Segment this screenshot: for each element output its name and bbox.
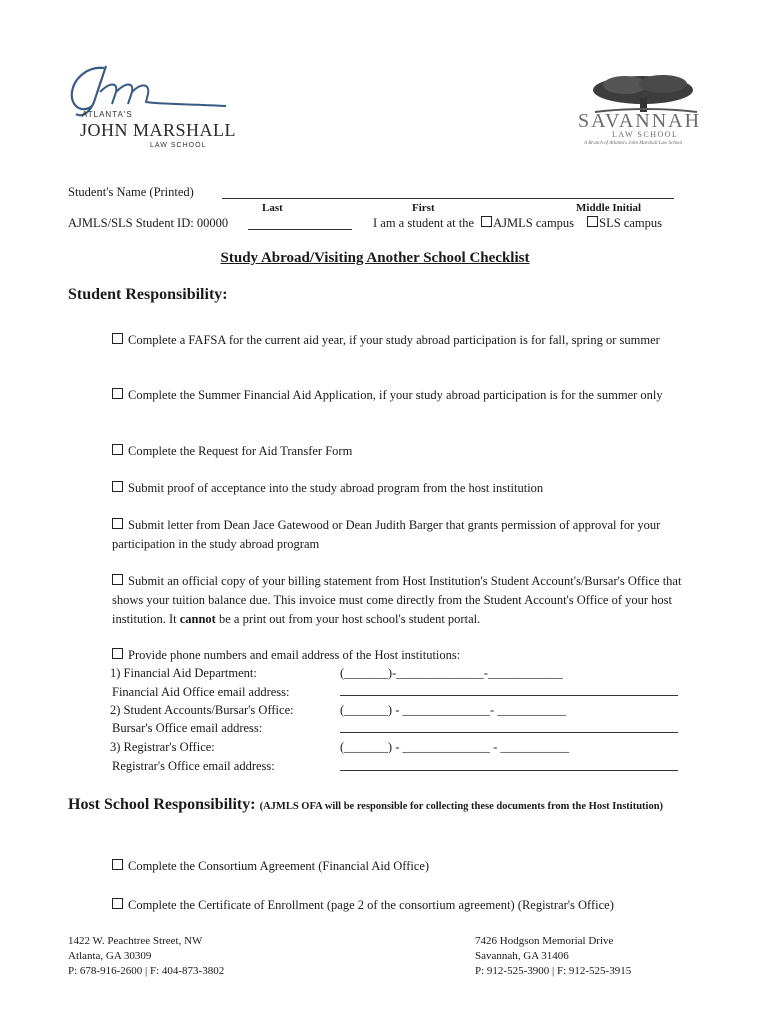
checkbox[interactable] bbox=[112, 898, 123, 909]
checkbox[interactable] bbox=[112, 333, 123, 344]
fa-email-field[interactable] bbox=[340, 695, 678, 696]
student-id-label: AJMLS/SLS Student ID: 00000 bbox=[68, 216, 229, 230]
checklist-item-fafsa[interactable] bbox=[112, 331, 687, 350]
host-section-heading: Host School Responsibility: bbox=[68, 796, 256, 813]
footer-line: Atlanta, GA 30309 bbox=[68, 950, 152, 962]
checklist-item-text: be a print out from your host school's student portal. bbox=[215, 612, 481, 626]
first-name-label: First bbox=[412, 202, 435, 214]
checkbox[interactable] bbox=[112, 574, 123, 585]
contact-label-registrar-email: Registrar's Office email address: bbox=[112, 759, 275, 773]
contact-label-bursar-email: Bursar's Office email address: bbox=[112, 721, 263, 735]
ajmls-logo-text-1: ATLANTA'S bbox=[82, 110, 133, 119]
checklist-item-contacts[interactable] bbox=[112, 646, 687, 665]
contact-label-fa-dept: 1) Financial Aid Department: bbox=[110, 666, 257, 680]
checklist-item-billing-statement[interactable] bbox=[112, 572, 687, 629]
ajmls-logo-text-3: LAW SCHOOL bbox=[150, 142, 207, 149]
contact-label-fa-email: Financial Aid Office email address: bbox=[112, 685, 290, 699]
checklist-item-emphasis: cannot bbox=[179, 612, 216, 626]
checklist-item-aid-transfer[interactable] bbox=[112, 442, 687, 461]
ajmls-campus-checkbox[interactable] bbox=[481, 216, 492, 227]
footer-line: P: 678-916-2600 | F: 404-873-3802 bbox=[68, 965, 225, 977]
checkbox[interactable] bbox=[112, 518, 123, 529]
checklist-item-text: Complete the Summer Financial Aid Application, if your study abroad participation is for the summer only bbox=[128, 388, 663, 402]
checklist-item-text: Submit letter from Dean Jace Gatewood or Dean Judith Barger that grants permission of approval for your participation in the study abroad program bbox=[112, 518, 661, 551]
footer-line: 1422 W. Peachtree Street, NW bbox=[68, 935, 203, 947]
sls-logo-text-3: A Branch of Atlanta's John Marshall Law School bbox=[584, 141, 683, 146]
checklist-item-text: Provide phone numbers and email address of the Host institutions: bbox=[128, 648, 461, 662]
checklist-item-text: Complete a FAFSA for the current aid year, if your study abroad participation is for fall, spring or summer bbox=[128, 333, 660, 347]
footer-address-atlanta bbox=[68, 934, 224, 979]
checklist-item-text: Complete the Request for Aid Transfer Form bbox=[128, 444, 353, 458]
checklist-item-consortium[interactable] bbox=[112, 857, 687, 876]
checklist-item-text: Complete the Consortium Agreement (Financial Aid Office) bbox=[128, 859, 430, 873]
contact-value-bursar-phone[interactable]: (_______) - ______________- ___________ bbox=[340, 703, 567, 717]
checklist-item-dean-letter[interactable] bbox=[112, 516, 687, 554]
page-title: Study Abroad/Visiting Another School Checklist bbox=[220, 250, 530, 266]
sls-logo-text-2: LAW SCHOOL bbox=[612, 130, 679, 139]
sls-campus-label: SLS campus bbox=[599, 216, 663, 230]
last-name-label: Last bbox=[262, 202, 283, 214]
checklist-item-text: Complete the Certificate of Enrollment (page 2 of the consortium agreement) (Registrar's Office) bbox=[128, 898, 614, 912]
checklist-item-proof-acceptance[interactable] bbox=[112, 479, 687, 498]
student-name-field[interactable] bbox=[222, 198, 674, 199]
checklist-item-text: Submit proof of acceptance into the study abroad program from the host institution bbox=[128, 481, 544, 495]
student-name-label: Student's Name (Printed) bbox=[68, 185, 194, 199]
checkbox[interactable] bbox=[112, 481, 123, 492]
bursar-email-field[interactable] bbox=[340, 732, 678, 733]
contact-label-registrar: 3) Registrar's Office: bbox=[110, 740, 215, 754]
footer-address-savannah bbox=[475, 934, 631, 979]
host-section bbox=[68, 794, 688, 818]
student-section-heading: Student Responsibility: bbox=[68, 286, 228, 303]
sls-campus-checkbox[interactable] bbox=[587, 216, 598, 227]
checkbox[interactable] bbox=[112, 648, 123, 659]
campus-label-text: I am a student at the bbox=[373, 216, 475, 230]
contact-value-fa-phone[interactable]: (_______)-______________-____________ bbox=[340, 666, 563, 680]
ajmls-logo-text-2: JOHN MARSHALL bbox=[80, 120, 237, 140]
checklist-item-text: Submit an official copy of your billing statement from Host Institution's Student Account's/Bursar's Office that shows your tuition balance due. This invoice must come directly from the Student Account's Office of your host institution. It bbox=[112, 574, 682, 626]
footer-line: 7426 Hodgson Memorial Drive bbox=[475, 935, 614, 947]
checklist-item-enrollment-cert[interactable] bbox=[112, 896, 692, 915]
checkbox[interactable] bbox=[112, 388, 123, 399]
footer-line: P: 912-525-3900 | F: 912-525-3915 bbox=[475, 965, 632, 977]
footer-line: Savannah, GA 31406 bbox=[475, 950, 569, 962]
student-id-field[interactable] bbox=[248, 229, 352, 230]
contact-label-bursar: 2) Student Accounts/Bursar's Office: bbox=[110, 703, 294, 717]
registrar-email-field[interactable] bbox=[340, 770, 678, 771]
sls-logo-text-1: SAVANNAH bbox=[578, 110, 702, 132]
host-section-note: (AJMLS OFA will be responsible for collecting these documents from the Host Institution) bbox=[259, 801, 664, 812]
checklist-item-summer-aid[interactable] bbox=[112, 386, 687, 405]
contact-value-registrar-phone[interactable]: (_______) - ______________ - ___________ bbox=[340, 740, 570, 754]
checkbox[interactable] bbox=[112, 859, 123, 870]
checkbox[interactable] bbox=[112, 444, 123, 455]
middle-initial-label: Middle Initial bbox=[576, 202, 642, 214]
campus-label bbox=[373, 216, 662, 231]
ajmls-campus-label: AJMLS campus bbox=[493, 216, 575, 230]
